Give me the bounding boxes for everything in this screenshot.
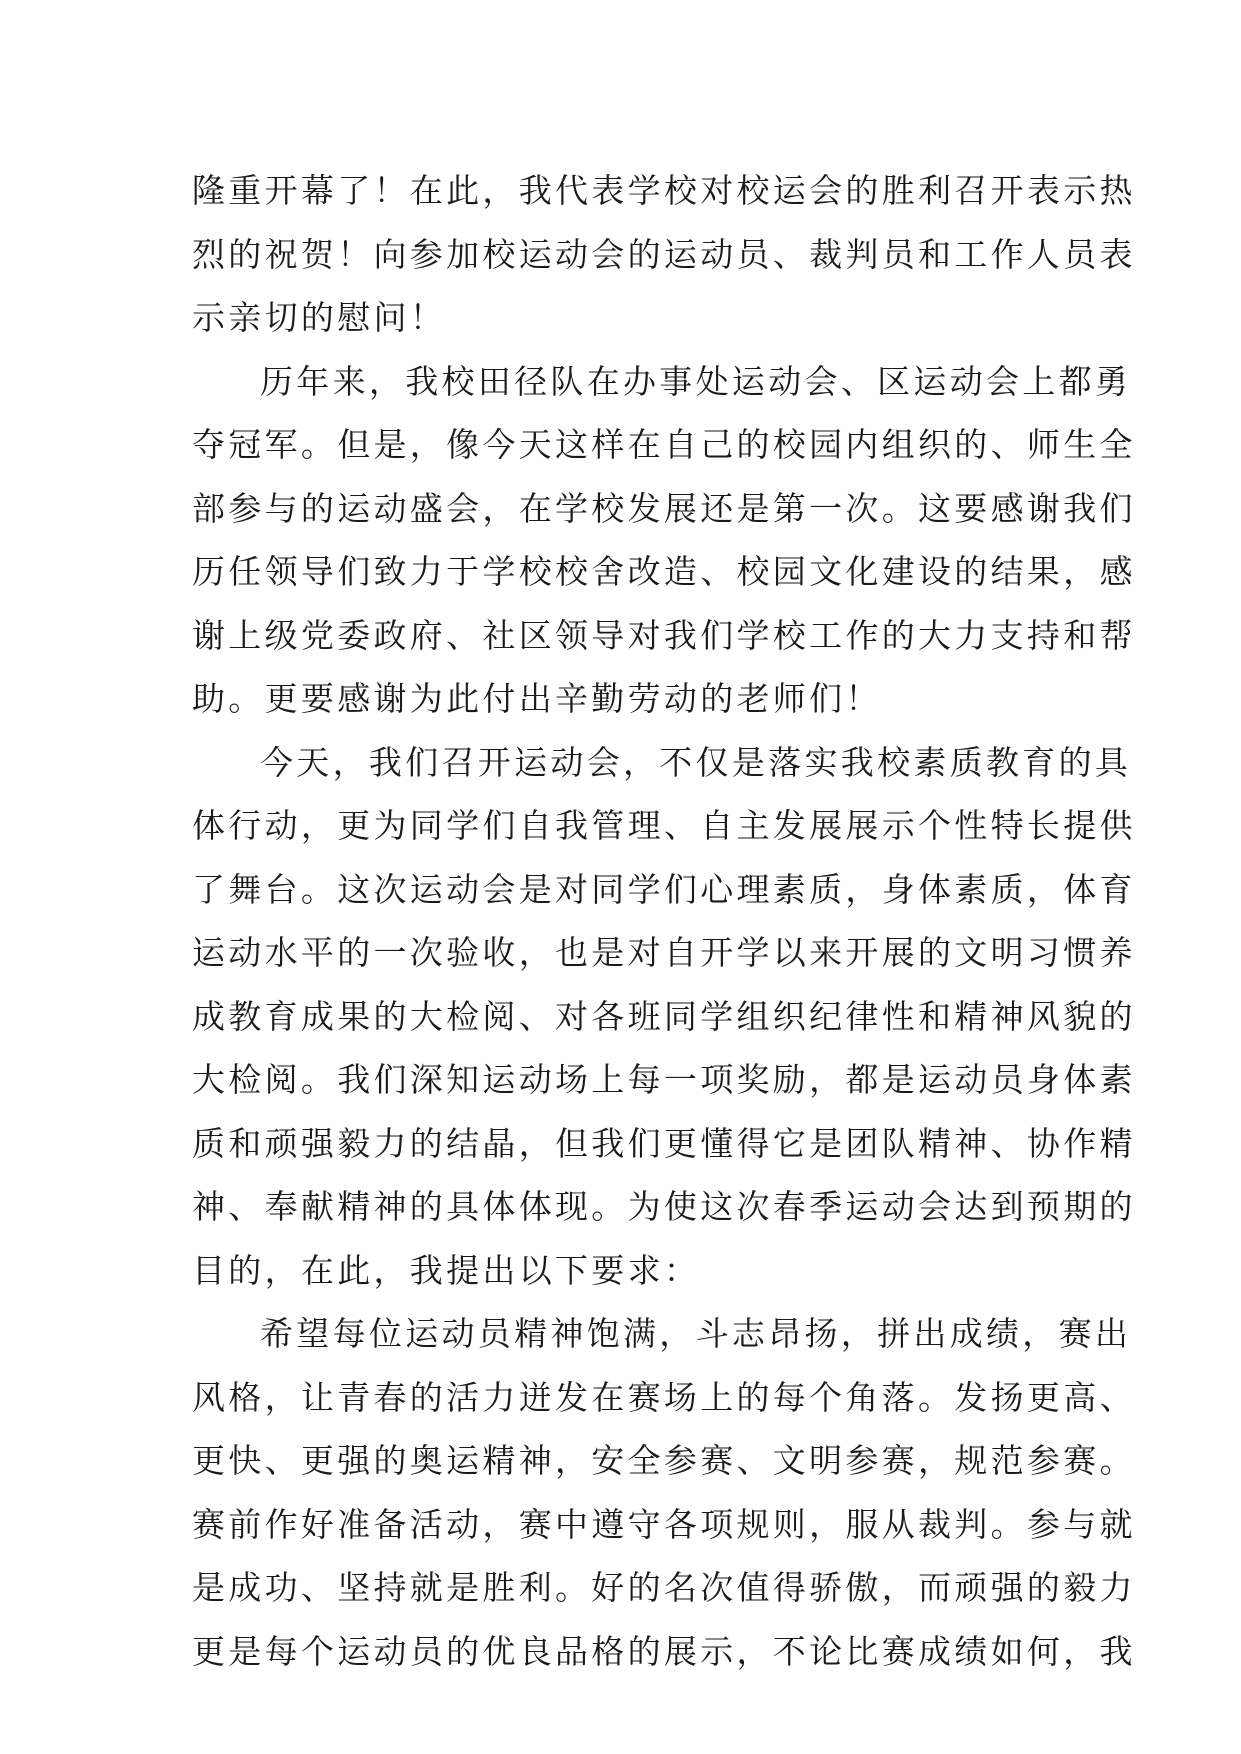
text-line: 历任领导们致力于学校校舍改造、校园文化建设的结果，感 xyxy=(192,552,1136,591)
body-text xyxy=(192,159,1136,1683)
text-line: 运动水平的一次验收，也是对自开学以来开展的文明习惯养 xyxy=(192,933,1136,972)
text-line: 隆重开幕了！在此，我代表学校对校运会的胜利召开表示热 xyxy=(192,171,1136,210)
paragraph-start-line: 希望每位运动员精神饱满，斗志昂扬，拼出成绩，赛出 xyxy=(260,1314,1132,1353)
text-line: 谢上级党委政府、社区领导对我们学校工作的大力支持和帮 xyxy=(192,615,1136,655)
text-line: 示亲切的慰问！ xyxy=(192,298,447,337)
text-line: 成教育成果的大检阅、对各班同学组织纪律性和精神风貌的 xyxy=(192,996,1136,1036)
paragraph-start-line: 历年来，我校田径队在办事处运动会、区运动会上都勇 xyxy=(260,361,1132,401)
text-line: 更快、更强的奥运精神，安全参赛、文明参赛，规范参赛。 xyxy=(192,1441,1136,1480)
text-line: 目的，在此，我提出以下要求： xyxy=(192,1250,701,1290)
text-line: 了舞台。这次运动会是对同学们心理素质，身体素质，体育 xyxy=(192,869,1136,909)
paragraph-start-line: 今天，我们召开运动会，不仅是落实我校素质教育的具 xyxy=(260,742,1132,782)
text-line: 神、奉献精神的具体体现。为使这次春季运动会达到预期的 xyxy=(192,1187,1136,1226)
text-line: 是成功、坚持就是胜利。好的名次值得骄傲，而顽强的毅力 xyxy=(192,1568,1136,1607)
text-line: 质和顽强毅力的结晶，但我们更懂得它是团队精神、协作精 xyxy=(192,1123,1136,1163)
text-line: 大检阅。我们深知运动场上每一项奖励，都是运动员身体素 xyxy=(192,1060,1136,1099)
text-line: 烈的祝贺！向参加校运动会的运动员、裁判员和工作人员表 xyxy=(192,234,1136,274)
text-line: 赛前作好准备活动，赛中遵守各项规则，服从裁判。参与就 xyxy=(192,1504,1136,1544)
text-line: 夺冠军。但是，像今天这样在自己的校园内组织的、师生全 xyxy=(192,425,1136,464)
text-line: 风格，让青春的活力迸发在赛场上的每个角落。发扬更高、 xyxy=(192,1377,1136,1417)
text-line: 助。更要感谢为此付出辛勤劳动的老师们！ xyxy=(192,679,882,718)
text-line: 体行动，更为同学们自我管理、自主发展展示个性特长提供 xyxy=(192,806,1136,845)
text-line: 更是每个运动员的优良品格的展示，不论比赛成绩如何，我 xyxy=(192,1631,1136,1671)
text-line: 部参与的运动盛会，在学校发展还是第一次。这要感谢我们 xyxy=(192,488,1136,528)
